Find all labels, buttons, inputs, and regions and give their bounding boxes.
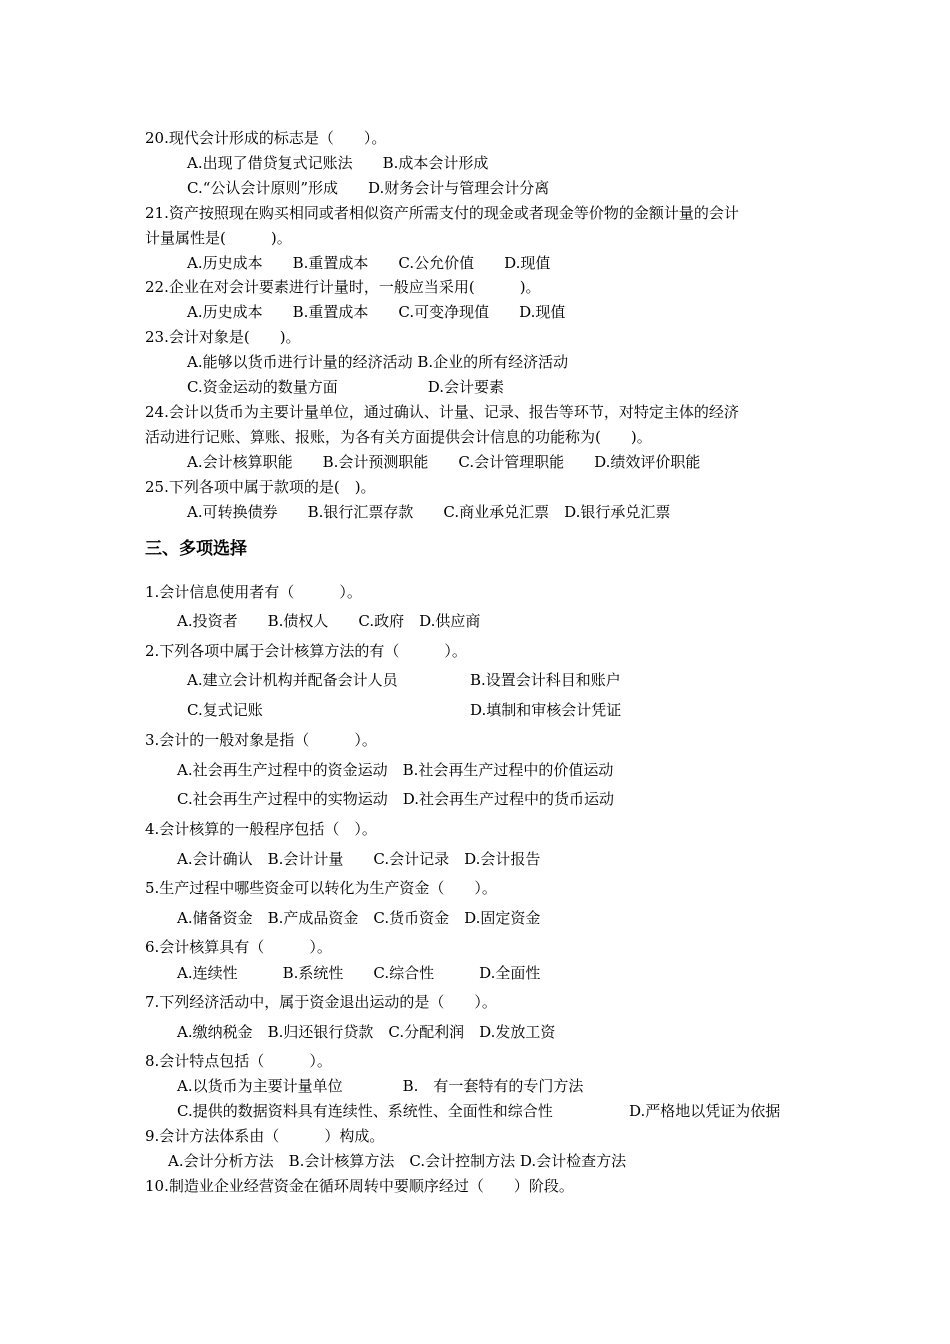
q21-options: A.历史成本 B.重置成本 C.公允价值 D.现值 — [187, 254, 551, 272]
q24-stem-1: 24.会计以货币为主要计量单位，通过确认、计量、记录、报告等环节，对特定主体的经济 — [145, 403, 739, 421]
m8-stem: 8.会计特点包括（ ）。 — [145, 1052, 332, 1070]
m7-stem: 7.下列经济活动中，属于资金退出运动的是（ ）。 — [145, 993, 497, 1011]
q21-stem-2: 计量属性是( )。 — [145, 229, 292, 247]
q20-options-ab: A.出现了借贷复式记账法 B.成本会计形成 — [187, 154, 489, 172]
m6-stem: 6.会计核算具有（ ）。 — [145, 938, 332, 956]
q23-options-ab: A.能够以货币进行计量的经济活动 B.企业的所有经济活动 — [187, 353, 569, 371]
m5-stem: 5.生产过程中哪些资金可以转化为生产资金（ ）。 — [145, 879, 497, 897]
m10-stem: 10.制造业企业经营资金在循环周转中要顺序经过（ ）阶段。 — [145, 1177, 574, 1195]
q20-stem: 20.现代会计形成的标志是（ ）。 — [145, 129, 387, 147]
q22-stem: 22.企业在对会计要素进行计量时，一般应当采用( )。 — [145, 278, 541, 296]
m3-options-cd: C.社会再生产过程中的实物运动 D.社会再生产过程中的货币运动 — [177, 790, 614, 808]
m2-stem: 2.下列各项中属于会计核算方法的有（ ）。 — [145, 642, 467, 660]
m9-options: A.会计分析方法 B.会计核算方法 C.会计控制方法 D.会计检查方法 — [168, 1152, 627, 1170]
m8-options-ab: A.以货币为主要计量单位 B. 有一套特有的专门方法 — [177, 1077, 584, 1095]
m3-stem: 3.会计的一般对象是指（ ）。 — [145, 731, 377, 749]
q20-options-cd: C.“公认会计原则”形成 D.财务会计与管理会计分离 — [187, 179, 550, 197]
q25-stem: 25.下列各项中属于款项的是( )。 — [145, 478, 376, 496]
m5-options: A.储备资金 B.产成品资金 C.货币资金 D.固定资金 — [177, 909, 541, 927]
q22-options: A.历史成本 B.重置成本 C.可变净现值 D.现值 — [187, 303, 566, 321]
m4-options: A.会计确认 B.会计计量 C.会计记录 D.会计报告 — [177, 850, 541, 868]
section-heading: 三、多项选择 — [145, 539, 247, 559]
m9-stem: 9.会计方法体系由（ ）构成。 — [145, 1127, 385, 1145]
m8-option-c: C.提供的数据资料具有连续性、系统性、全面性和综合性 — [177, 1102, 553, 1120]
q21-stem-1: 21.资产按照现在购买相同或者相似资产所需支付的现金或者现金等价物的金额计量的会计 — [145, 204, 739, 222]
m1-stem: 1.会计信息使用者有（ ）。 — [145, 583, 362, 601]
q24-options: A.会计核算职能 B.会计预测职能 C.会计管理职能 D.绩效评价职能 — [187, 453, 701, 471]
q24-stem-2: 活动进行记账、算账、报账，为各有关方面提供会计信息的功能称为( )。 — [145, 428, 652, 446]
m6-options: A.连续性 B.系统性 C.综合性 D.全面性 — [177, 964, 541, 982]
q25-options: A.可转换债券 B.银行汇票存款 C.商业承兑汇票 D.银行承兑汇票 — [187, 503, 671, 521]
m3-options-ab: A.社会再生产过程中的资金运动 B.社会再生产过程中的价值运动 — [177, 761, 614, 779]
q23-stem: 23.会计对象是( )。 — [145, 328, 301, 346]
m2-option-d: D.填制和审核会计凭证 — [470, 701, 622, 719]
m4-stem: 4.会计核算的一般程序包括（ ）。 — [145, 820, 377, 838]
m2-option-b: B.设置会计科目和账户 — [470, 671, 621, 689]
m1-options: A.投资者 B.债权人 C.政府 D.供应商 — [177, 612, 481, 630]
m2-option-a: A.建立会计机构并配备会计人员 — [187, 671, 398, 689]
m2-option-c: C.复式记账 — [187, 701, 263, 719]
m7-options: A.缴纳税金 B.归还银行贷款 C.分配利润 D.发放工资 — [177, 1023, 556, 1041]
q23-options-cd: C.资金运动的数量方面 D.会计要素 — [187, 378, 504, 396]
m8-option-d: D.严格地以凭证为依据 — [629, 1102, 781, 1120]
